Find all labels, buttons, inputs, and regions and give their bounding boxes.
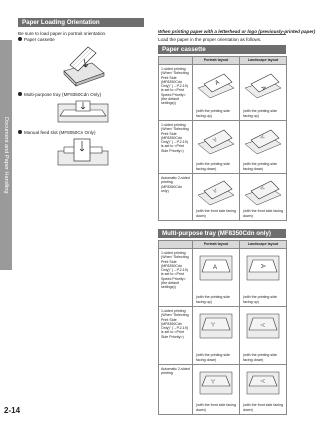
portrait-cell xyxy=(193,249,240,307)
header-blank xyxy=(159,241,193,249)
mp-tray-portrait-face-up-illustration xyxy=(196,252,236,292)
multipurpose-tray-illustration xyxy=(56,100,110,126)
mp-tray-landscape-face-up-illustration xyxy=(243,252,283,292)
cassette-portrait-face-down-illustration xyxy=(196,124,236,158)
cassette-landscape-face-down-illustration xyxy=(243,124,283,158)
section-heading: Paper Loading Orientation xyxy=(18,18,144,27)
header-blank xyxy=(159,57,193,65)
cassette-portrait-face-up-illustration xyxy=(196,68,236,104)
row-label: 1-sided printing (When "Selecting Print Side (MF8350Cdn Only)" (→P.2-19) is set to <Print Speed Priority> (the default settings)) xyxy=(159,249,193,307)
portrait-caption: (with the printing side facing down) xyxy=(196,353,230,362)
landscape-cell xyxy=(240,65,287,121)
svg-text:A: A xyxy=(214,79,221,87)
mp-tray-landscape-duplex-illustration xyxy=(243,368,283,402)
mp-tray-heading: Multi-purpose tray (MF8350Cdn only) xyxy=(158,229,286,238)
svg-text:A: A xyxy=(259,85,267,92)
header-portrait: Portrait layout xyxy=(193,57,240,65)
landscape-cell xyxy=(240,121,287,174)
cassette-portrait-duplex-illustration xyxy=(196,177,236,207)
cassette-landscape-duplex-illustration xyxy=(243,177,283,207)
landscape-cell xyxy=(240,249,287,307)
note-text: Load the paper in the proper orientation as follows. xyxy=(158,37,262,42)
row-label: 1-sided printing (When "Selecting Print Side (MF8350Cdn Only)" (→P.2-19) is set to <Print Side Priority>) xyxy=(159,121,193,174)
landscape-cell xyxy=(240,307,287,365)
landscape-cell xyxy=(240,365,287,415)
svg-text:A: A xyxy=(211,135,218,143)
cassette-landscape-face-up-illustration xyxy=(243,68,283,104)
portrait-caption: (with the printing side facing down) xyxy=(196,162,230,171)
cassette-heading: Paper cassette xyxy=(158,45,286,54)
landscape-cell xyxy=(240,174,287,221)
svg-text:A: A xyxy=(259,133,267,140)
bullet-icon xyxy=(18,130,22,134)
landscape-caption: (with the printing side facing down) xyxy=(243,162,277,171)
landscape-caption: (with the front side facing down) xyxy=(243,403,283,412)
header-landscape: Landscape layout xyxy=(240,241,287,249)
portrait-caption: (with the printing side facing up) xyxy=(196,109,230,118)
svg-text:A: A xyxy=(213,265,218,271)
portrait-cell xyxy=(193,121,240,174)
landscape-caption: (with the front side facing down) xyxy=(243,209,283,218)
paper-cassette-illustration xyxy=(60,45,106,87)
bullet-icon xyxy=(18,92,22,96)
note-heading: When printing paper with a letterhead or logo (previously-printed paper) xyxy=(158,29,316,34)
landscape-caption: (with the printing side facing up) xyxy=(243,109,277,118)
mp-tray-portrait-duplex-illustration xyxy=(196,368,236,402)
portrait-caption: (with the front side facing down) xyxy=(196,209,236,218)
row-label: Automatic 2-sided printing xyxy=(159,365,193,415)
bullet-item-multipurpose xyxy=(18,92,148,98)
svg-text:A: A xyxy=(211,186,218,194)
portrait-cell xyxy=(193,365,240,415)
mp-tray-table xyxy=(158,240,287,415)
svg-text:A: A xyxy=(259,264,265,269)
bullet-icon xyxy=(18,37,22,41)
manual-feed-illustration xyxy=(56,137,110,171)
page-number: 2-14 xyxy=(4,406,21,415)
svg-text:A: A xyxy=(261,378,267,383)
header-portrait: Portrait layout xyxy=(193,241,240,249)
mp-tray-landscape-face-down-illustration xyxy=(243,310,283,350)
chapter-title: Document and Paper Handling xyxy=(3,117,9,194)
svg-text:A: A xyxy=(259,184,267,191)
portrait-cell xyxy=(193,174,240,221)
landscape-caption: (with the printing side facing up) xyxy=(243,295,277,304)
portrait-cell xyxy=(193,65,240,121)
mp-tray-portrait-face-down-illustration xyxy=(196,310,236,350)
cassette-table xyxy=(158,56,287,221)
portrait-caption: (with the printing side facing up) xyxy=(196,295,230,304)
bullet-item-cassette xyxy=(18,37,148,43)
row-label: 1-sided printing (When "Selecting Print Side (MF8350Cdn Only)" (→P.2-19) is set to <Print Side Priority>) xyxy=(159,307,193,365)
svg-text:A: A xyxy=(210,320,215,326)
bullet-label: Multi-purpose tray (MF8350Cdn Only) xyxy=(24,92,102,97)
row-label: 1-sided printing (When "Selecting Print Side (MF8350Cdn Only)" (→P.2-19) is set to <Print Speed Priority> (the default settings)) xyxy=(159,65,193,121)
row-label: Automatic 2-sided printing (MF8350Cdn only) xyxy=(159,174,193,221)
portrait-cell xyxy=(193,307,240,365)
bullet-label: Paper cassette xyxy=(24,37,55,42)
landscape-caption: (with the printing side facing down) xyxy=(243,353,277,362)
header-landscape: Landscape layout xyxy=(240,57,287,65)
bullet-label: Manual feed slot (MF8050Cn Only) xyxy=(24,130,96,135)
intro-text: Be sure to load paper in portrait orientation. xyxy=(18,31,107,36)
portrait-caption: (with the front side facing down) xyxy=(196,403,236,412)
bullet-item-manual-feed xyxy=(18,130,148,136)
svg-text:A: A xyxy=(261,322,267,327)
svg-text:A: A xyxy=(210,377,215,383)
